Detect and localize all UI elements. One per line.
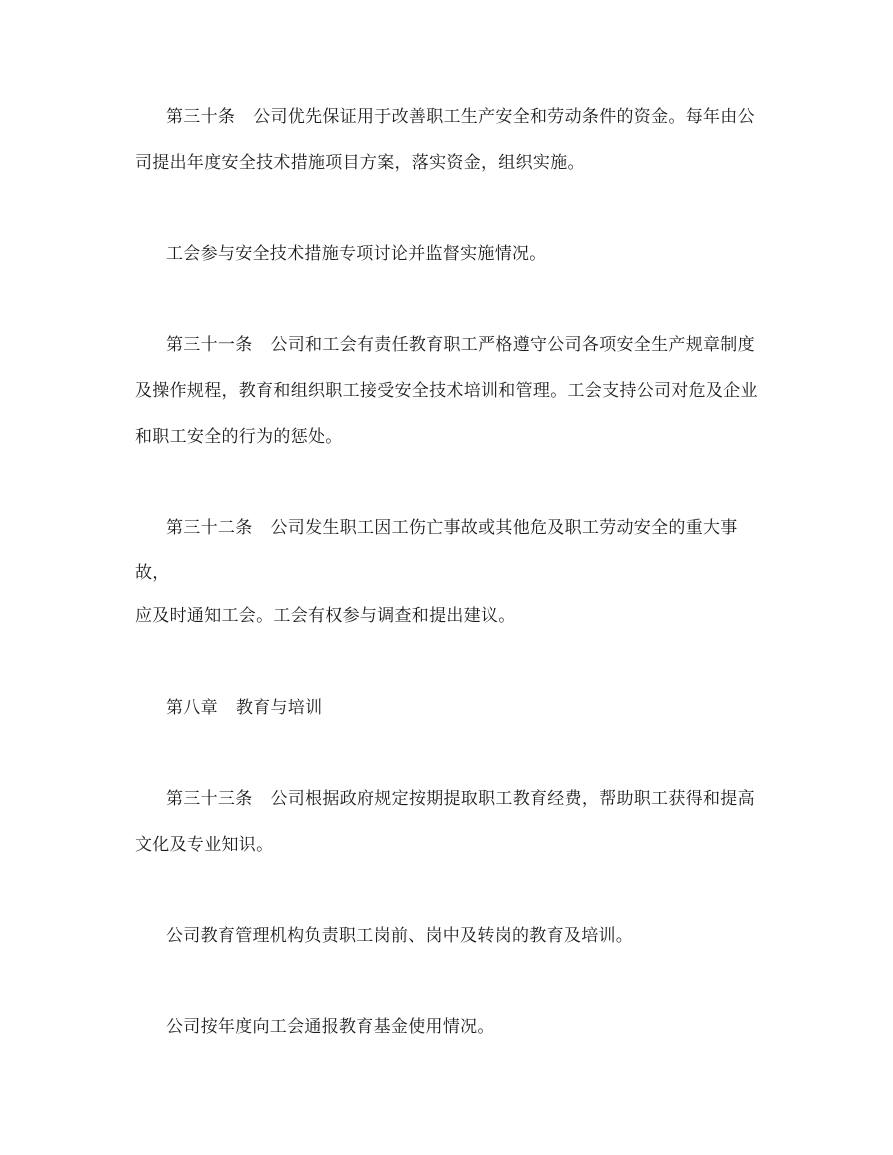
article-33-line-1 (166, 789, 755, 809)
article-33-text-1: 公司根据政府规定按期提取职工教育经费，帮助职工获得和提高 (270, 789, 755, 809)
article-30-text-1: 公司优先保证用于改善职工生产安全和劳动条件的资金。每年由公 (253, 107, 755, 127)
chapter-8-number: 第八章 (166, 698, 218, 718)
article-31-line-2: 及操作规程，教育和组织职工接受安全技术培训和管理。工会支持公司对危及企业 (135, 381, 758, 401)
chapter-8-heading (166, 698, 322, 718)
article-31-line-3: 和职工安全的行为的惩处。 (135, 427, 343, 447)
article-31-number: 第三十一条 (166, 335, 253, 355)
article-32-line-1 (166, 518, 738, 538)
article-32-line-3: 应及时通知工会。工会有权参与调查和提出建议。 (135, 606, 516, 626)
chapter-8-title: 教育与培训 (235, 698, 323, 718)
article-30-line-1 (166, 107, 755, 127)
education-management-paragraph: 公司教育管理机构负责职工岗前、岗中及转岗的教育及培训。 (166, 926, 634, 946)
article-30-line-2: 司提出年度安全技术措施项目方案，落实资金，组织实施。 (135, 153, 585, 173)
annual-report-paragraph: 公司按年度向工会通报教育基金使用情况。 (166, 1017, 495, 1037)
article-31-line-1 (166, 335, 755, 355)
article-31-text-1: 公司和工会有责任教育职工严格遵守公司各项安全生产规章制度 (270, 335, 755, 355)
article-32-text-1: 公司发生职工因工伤亡事故或其他危及职工劳动安全的重大事 (270, 518, 738, 538)
article-33-number: 第三十三条 (166, 789, 253, 809)
union-participation-paragraph: 工会参与安全技术措施专项讨论并监督实施情况。 (166, 244, 547, 264)
article-32-number: 第三十二条 (166, 518, 253, 538)
article-33-line-2: 文化及专业知识。 (135, 835, 274, 855)
article-32-line-2: 故， (135, 563, 170, 583)
article-30-number: 第三十条 (166, 107, 236, 127)
